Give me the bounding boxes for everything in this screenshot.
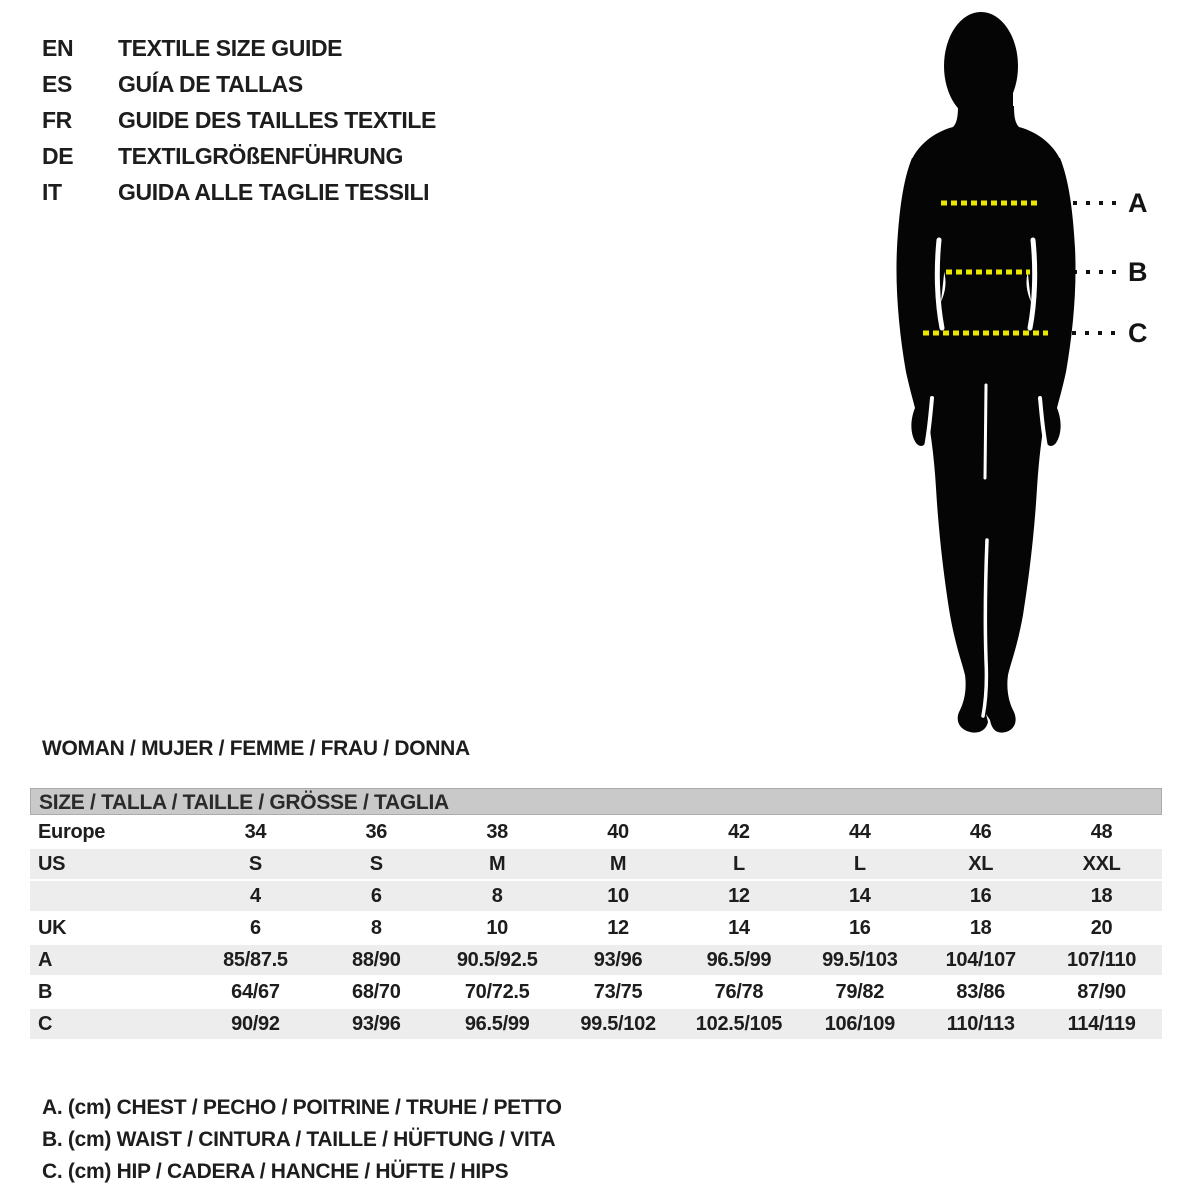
table-cell: 20 <box>1090 916 1113 939</box>
table-cell: 64/67 <box>231 980 280 1003</box>
language-row-es <box>42 66 562 102</box>
row-label: UK <box>38 916 67 939</box>
table-cell: L <box>853 852 866 875</box>
language-title-list <box>42 30 562 210</box>
upper-leg-gap <box>985 385 986 478</box>
table-cell: 93/96 <box>593 948 643 971</box>
language-code: EN <box>42 34 74 61</box>
language-code: IT <box>42 178 62 205</box>
table-cell: 106/109 <box>824 1012 895 1035</box>
table-cell: 102.5/105 <box>695 1012 783 1035</box>
marker-labels <box>1128 188 1148 348</box>
guide-title-en: TEXTILE SIZE GUIDE <box>118 34 343 61</box>
body-measurement-figure <box>858 0 1200 742</box>
table-cell: S <box>369 852 383 875</box>
table-cell: 110/113 <box>946 1012 1015 1035</box>
table-cell: 90.5/92.5 <box>456 948 538 971</box>
table-cell: 96.5/99 <box>706 948 772 971</box>
marker-label-a: A <box>1128 188 1148 218</box>
language-row-en <box>42 30 562 66</box>
marker-label-b: B <box>1128 257 1148 287</box>
table-cell: 18 <box>1090 884 1113 907</box>
table-cell: M <box>609 852 627 875</box>
row-label: C <box>38 1012 53 1035</box>
guide-title-fr: GUIDE DES TAILLES TEXTILE <box>118 106 436 133</box>
table-cell: 16 <box>848 916 871 939</box>
table-cell: 93/96 <box>352 1012 401 1035</box>
size-table-body <box>30 817 1162 1039</box>
table-cell: 83/86 <box>956 980 1005 1003</box>
table-cell: 46 <box>969 820 992 843</box>
table-cell: 10 <box>486 916 509 939</box>
table-cell: 107/110 <box>1067 948 1137 971</box>
table-cell: 48 <box>1090 820 1113 843</box>
row-label: Europe <box>38 820 106 843</box>
guide-title-de: TEXTILGRÖßENFÜHRUNG <box>118 142 403 169</box>
table-cell: L <box>732 852 745 875</box>
table-cell: 85/87.5 <box>223 948 288 971</box>
table-cell: 96.5/99 <box>464 1012 530 1035</box>
legend-waist: B. (cm) WAIST / CINTURA / TAILLE / HÜFTUNG / VITA <box>42 1128 556 1151</box>
table-row <box>30 913 1162 943</box>
table-cell: 99.5/102 <box>580 1012 656 1035</box>
table-cell: 42 <box>728 820 750 843</box>
table-cell: 73/75 <box>593 980 643 1003</box>
table-cell: 8 <box>491 884 503 907</box>
language-row-fr <box>42 102 562 138</box>
table-row <box>30 881 1162 911</box>
row-label: B <box>38 980 53 1003</box>
table-row <box>30 945 1162 975</box>
table-cell: 18 <box>969 916 992 939</box>
table-cell: 87/90 <box>1077 980 1126 1003</box>
table-cell: 8 <box>370 916 382 939</box>
table-cell: 70/72.5 <box>464 980 530 1003</box>
language-code: ES <box>42 70 72 97</box>
table-cell: 4 <box>250 884 261 907</box>
table-cell: 12 <box>728 884 750 907</box>
guide-title-it: GUIDA ALLE TAGLIE TESSILI <box>118 178 430 205</box>
table-cell: 36 <box>365 820 388 843</box>
row-label: A <box>38 948 53 971</box>
marker-label-c: C <box>1128 318 1148 348</box>
language-code: FR <box>42 106 72 133</box>
table-cell: 88/90 <box>352 948 401 971</box>
table-cell: 38 <box>486 820 509 843</box>
measurement-legend <box>42 1092 562 1188</box>
table-cell: 6 <box>250 916 261 939</box>
table-row <box>30 849 1162 879</box>
legend-chest: A. (cm) CHEST / PECHO / POITRINE / TRUHE / PETTO <box>42 1096 562 1119</box>
table-row <box>30 817 1162 847</box>
table-cell: S <box>248 852 262 875</box>
table-cell: 114/119 <box>1067 1012 1136 1035</box>
table-cell: 34 <box>244 820 267 843</box>
table-cell: 12 <box>607 916 629 939</box>
guide-title-es: GUÍA DE TALLAS <box>118 70 303 97</box>
table-cell: 14 <box>848 884 871 907</box>
table-cell: 76/78 <box>714 980 764 1003</box>
table-cell: M <box>489 852 506 875</box>
language-row-it <box>42 174 562 210</box>
language-row-de <box>42 138 562 174</box>
row-label: US <box>38 852 66 875</box>
language-code: DE <box>42 142 74 169</box>
size-table <box>30 788 1162 1039</box>
table-cell: 68/70 <box>352 980 401 1003</box>
table-cell: 44 <box>848 820 871 843</box>
table-row <box>30 1009 1162 1039</box>
size-table-header: SIZE / TALLA / TAILLE / GRÖSSE / TAGLIA <box>30 788 1162 815</box>
table-row <box>30 977 1162 1007</box>
table-cell: 16 <box>969 884 992 907</box>
section-title-woman: WOMAN / MUJER / FEMME / FRAU / DONNA <box>42 737 470 760</box>
table-cell: 90/92 <box>231 1012 280 1035</box>
table-cell: XL <box>968 852 994 875</box>
table-cell: 40 <box>607 820 629 843</box>
woman-silhouette-figure <box>858 0 1200 742</box>
table-cell: 6 <box>370 884 382 907</box>
table-cell: XXL <box>1082 852 1121 875</box>
table-cell: 14 <box>728 916 750 939</box>
legend-hip: C. (cm) HIP / CADERA / HANCHE / HÜFTE / HIPS <box>42 1160 509 1183</box>
table-cell: 99.5/103 <box>822 948 898 971</box>
table-cell: 79/82 <box>835 980 885 1003</box>
table-cell: 10 <box>607 884 629 907</box>
table-cell: 104/107 <box>945 948 1016 971</box>
